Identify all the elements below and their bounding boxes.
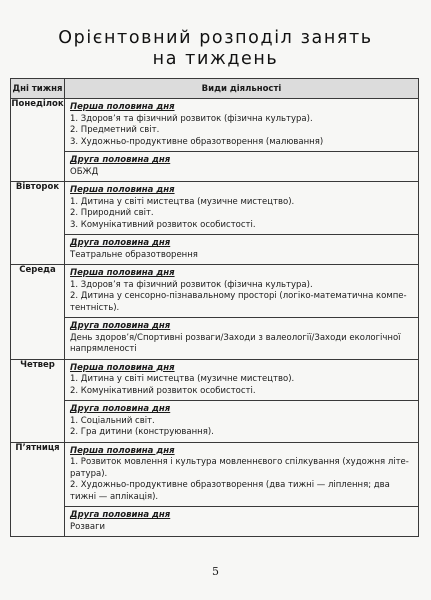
first-half-block: [65, 265, 418, 317]
day-cell: П’ятниця: [11, 442, 65, 537]
page-title-line2: на тиждень: [152, 49, 279, 69]
activity-line: напрямленості: [70, 344, 137, 354]
schedule-table: [10, 78, 419, 537]
second-half-block: [65, 506, 418, 536]
activity-line: 2. Природний світ.: [70, 208, 154, 218]
page-title-line1: Орієнтовний розподіл занять: [58, 28, 373, 48]
header-days: Дні тижня: [11, 79, 65, 99]
table-row: [11, 99, 419, 182]
second-half-heading: Друга половина дня: [70, 321, 171, 331]
activity-line: Театральне образотворення: [70, 249, 198, 260]
table-row: [11, 265, 419, 360]
activity-line: День здоров’я/Спортивні розваги/Заходи з валеології/Заходи екологічної: [70, 332, 401, 343]
first-half-block: [65, 99, 418, 151]
activity-line: 1. Розвиток мовлення і культура мовленнєвого спілкування (художня літе-: [70, 457, 409, 467]
table-row: [11, 182, 419, 265]
second-half-block: [65, 234, 418, 264]
second-half-block: [65, 400, 418, 442]
activity-line: 1. Здоров’я та фізичний розвиток (фізична культура).: [70, 113, 313, 124]
activities-cell: [65, 359, 419, 442]
header-activities: Види діяльності: [65, 79, 419, 99]
first-half-heading: Перша половина дня: [70, 268, 175, 278]
table-row: [11, 359, 419, 442]
day-cell: Вівторок: [11, 182, 65, 265]
first-half-heading: Перша половина дня: [70, 445, 175, 456]
activity-line: Розваги: [70, 521, 106, 532]
first-half-block: [65, 182, 418, 234]
activity-line: 2. Дитина у сенсорно-пізнавальному просторі (логіко-математична компе-: [70, 291, 407, 301]
activities-cell: [65, 265, 419, 360]
activities-cell: [65, 182, 419, 265]
activity-line: 2. Художньо-продуктивне образотворення (два тижні — ліплення; два: [70, 480, 390, 490]
activity-line: 3. Комунікативний розвиток особистості.: [70, 219, 256, 230]
activity-line: 2. Гра дитини (конструювання).: [70, 427, 214, 437]
activity-line: 1. Здоров’я та фізичний розвиток (фізична культура).: [70, 279, 313, 290]
first-half-block: [65, 360, 418, 401]
activity-line: 1. Дитина у світі мистецтва (музичне мистецтво).: [70, 196, 295, 207]
day-cell: Четвер: [11, 359, 65, 442]
page-number: 5: [212, 565, 219, 578]
second-half-heading: Друга половина дня: [70, 238, 171, 248]
day-cell: Середа: [11, 265, 65, 360]
activity-line: 2. Предметний світ.: [70, 125, 160, 135]
first-half-heading: Перша половина дня: [70, 185, 175, 195]
activity-line: тентність).: [70, 302, 120, 313]
second-half-heading: Друга половина дня: [70, 404, 171, 414]
first-half-heading: Перша половина дня: [70, 362, 175, 373]
second-half-block: [65, 317, 418, 359]
table-header-row: [11, 79, 419, 99]
table-row: [11, 442, 419, 537]
activity-line: 3. Художньо-продуктивне образотворення (малювання): [70, 136, 324, 147]
second-half-heading: Друга половина дня: [70, 510, 171, 520]
first-half-block: [65, 443, 418, 507]
activity-line: 2. Комунікативний розвиток особистості.: [70, 385, 256, 396]
activity-line: 1. Соціальний світ.: [70, 415, 155, 426]
second-half-block: [65, 151, 418, 181]
activity-line: ратура).: [70, 468, 108, 479]
activity-line: ОБЖД: [70, 166, 99, 177]
activities-cell: [65, 442, 419, 537]
activities-cell: [65, 99, 419, 182]
first-half-heading: Перша половина дня: [70, 102, 175, 112]
activity-line: тижні — аплікація).: [70, 491, 159, 502]
day-cell: Понеділок: [11, 99, 65, 182]
activity-line: 1. Дитина у світі мистецтва (музичне мистецтво).: [70, 374, 295, 384]
second-half-heading: Друга половина дня: [70, 155, 171, 165]
